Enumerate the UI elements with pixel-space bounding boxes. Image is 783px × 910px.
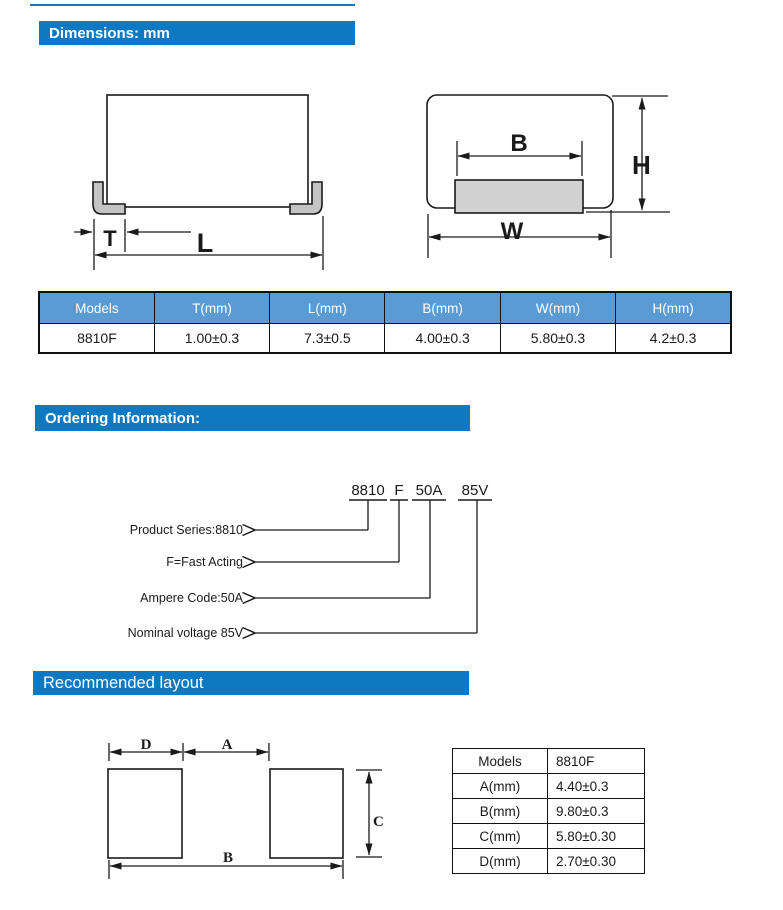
layout-table-row xyxy=(453,749,645,774)
cell-model: 8810F xyxy=(39,324,154,354)
layout-table-row xyxy=(453,824,645,849)
col-header-t: T(mm) xyxy=(154,292,269,324)
dimensions-table-data-row xyxy=(39,324,731,354)
dimensions-section-title: Dimensions: mm xyxy=(49,24,170,42)
col-header-models: Models xyxy=(39,292,154,324)
cell-w-value: 5.80±0.3 xyxy=(500,324,615,354)
layout-table-row xyxy=(453,799,645,824)
layout-table-row xyxy=(453,849,645,874)
w-dim-label: W xyxy=(500,218,524,245)
solder-pads xyxy=(108,769,343,858)
l-dim-label: L xyxy=(196,228,214,258)
ordering-diagram xyxy=(0,470,783,655)
legend-ampere-code: Ampere Code:50A xyxy=(140,591,243,605)
cell-h-value: 4.2±0.3 xyxy=(616,324,731,354)
code-series: 8810 xyxy=(351,482,385,499)
cell-b-value: 4.00±0.3 xyxy=(385,324,500,354)
ordering-section-title: Ordering Information: xyxy=(45,409,200,427)
col-header-b: B(mm) xyxy=(385,292,500,324)
layout-table xyxy=(452,748,645,874)
left-pad xyxy=(108,769,182,858)
layout-a-value: 4.40±0.3 xyxy=(548,774,645,799)
code-voltage: 85V xyxy=(461,482,489,499)
code-ampere: 50A xyxy=(415,482,443,499)
bottom-pad xyxy=(455,180,583,213)
legend-product-series: Product Series:8810 xyxy=(129,523,243,537)
dimensions-table-header-row xyxy=(39,292,731,324)
t-dim-label: T xyxy=(103,226,117,251)
legend-fast-acting: F=Fast Acting xyxy=(166,555,243,569)
layout-drawing xyxy=(0,735,783,890)
layout-d-label: D(mm) xyxy=(453,849,548,874)
cell-t-value: 1.00±0.3 xyxy=(154,324,269,354)
layout-models-value: 8810F xyxy=(548,749,645,774)
top-accent-line xyxy=(30,4,355,6)
col-header-h: H(mm) xyxy=(616,292,731,324)
a-dim-label: A xyxy=(221,737,233,753)
layout-c-value: 5.80±0.30 xyxy=(548,824,645,849)
cell-l-value: 7.3±0.5 xyxy=(270,324,385,354)
t-dimension xyxy=(74,219,191,270)
right-pad xyxy=(270,769,343,858)
dimensions-table xyxy=(38,291,732,354)
layout-section-title: Recommended layout xyxy=(43,673,204,692)
layout-c-label: C(mm) xyxy=(453,824,548,849)
leader-lines xyxy=(255,500,477,633)
layout-b-label: B(mm) xyxy=(453,799,548,824)
layout-table-row xyxy=(453,774,645,799)
layout-d-value: 2.70±0.30 xyxy=(548,849,645,874)
code-speed: F xyxy=(394,482,404,499)
h-dim-label: H xyxy=(632,150,651,180)
layout-b-value: 9.80±0.3 xyxy=(548,799,645,824)
fuse-body-side xyxy=(107,95,308,207)
legend-nominal-voltage: Nominal voltage 85V xyxy=(127,626,243,640)
layout-a-label: A(mm) xyxy=(453,774,548,799)
dimensions-section-header xyxy=(39,21,355,45)
layout-models-label: Models xyxy=(453,749,548,774)
dimensions-drawing xyxy=(0,55,783,285)
ordering-section-header xyxy=(35,405,470,431)
d-dim-label: D xyxy=(140,737,152,753)
b-dim-label: B xyxy=(510,130,528,157)
col-header-w: W(mm) xyxy=(500,292,615,324)
c-dim-label: C xyxy=(373,814,384,830)
b-layout-dim-label: B xyxy=(222,850,234,866)
layout-section-header xyxy=(33,671,469,695)
col-header-l: L(mm) xyxy=(270,292,385,324)
